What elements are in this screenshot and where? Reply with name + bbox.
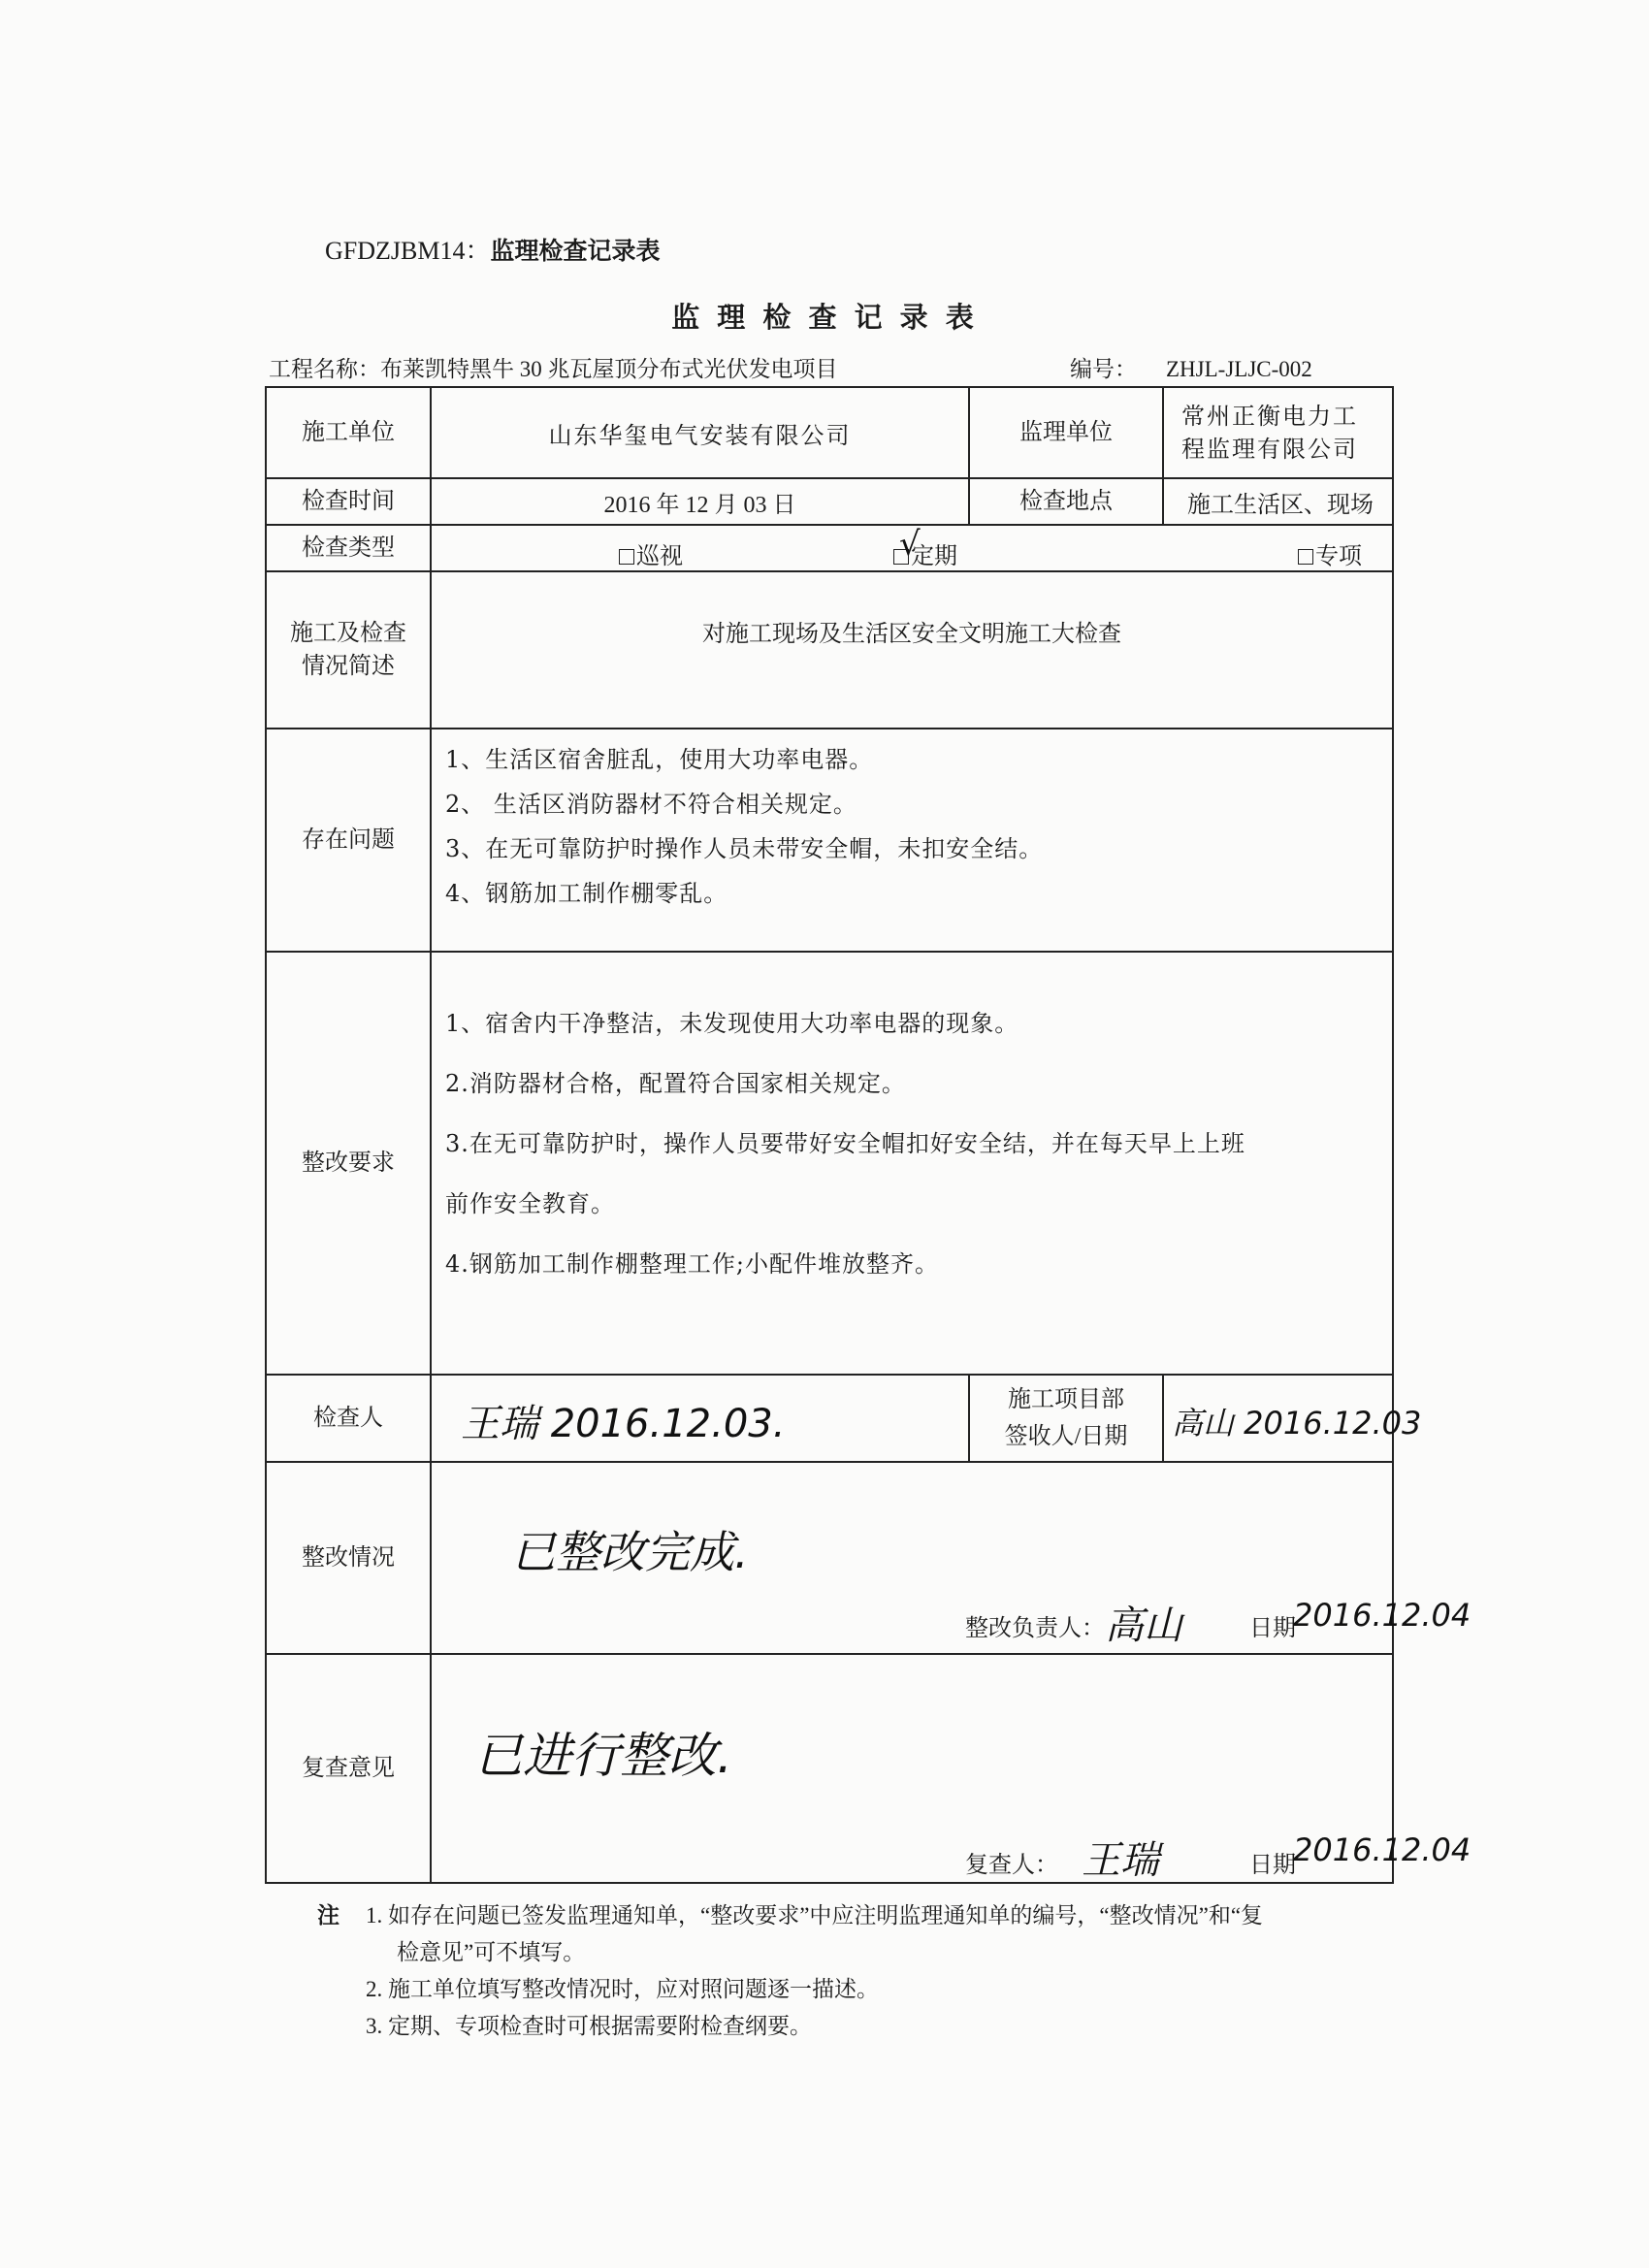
inspection-place-value: 施工生活区、现场 — [1163, 478, 1393, 525]
number-line — [1070, 351, 1312, 383]
notes-section — [317, 1897, 1404, 2045]
supervision-unit-label: 监理单位 — [969, 387, 1163, 478]
number-label: 编号： — [1070, 357, 1137, 381]
type-option-patrol[interactable] — [619, 536, 683, 570]
row-requirements — [266, 952, 1393, 1375]
construction-unit-value: 山东华玺电气安装有限公司 — [431, 387, 969, 478]
problems-list — [431, 729, 1393, 952]
rectification-cell — [431, 1462, 1471, 1654]
checkbox-icon — [619, 549, 634, 565]
requirements-list — [431, 952, 1393, 1375]
reviewer-label: 复查人： — [965, 1853, 1058, 1878]
requirement-item: 4.钢筋加工制作棚整理工作;小配件堆放整齐。 — [445, 1250, 939, 1278]
requirement-item: 2.消防器材合格，配置符合国家相关规定。 — [445, 1070, 906, 1097]
type-option-label: 定期 — [911, 544, 957, 569]
row-type — [266, 525, 1393, 571]
requirement-item: 前作安全教育。 — [445, 1190, 615, 1217]
supervision-unit-value: 常州正衡电力工程监理有限公司 — [1163, 387, 1393, 478]
note-item-continuation: 检意见”可不填写。 — [397, 1940, 586, 1964]
project-label: 工程名称： — [269, 357, 380, 381]
row-review — [266, 1654, 1393, 1883]
problems-label: 存在问题 — [266, 729, 431, 952]
inspection-place-label: 检查地点 — [969, 478, 1163, 525]
review-label: 复查意见 — [266, 1654, 431, 1883]
type-option-special[interactable] — [1298, 536, 1362, 570]
rectification-label: 整改情况 — [266, 1462, 431, 1654]
receiver-label — [969, 1375, 1163, 1462]
summary-value: 对施工现场及生活区安全文明施工大检查 — [431, 571, 1393, 729]
inspection-time-value: 2016 年 12 月 03 日 — [431, 478, 969, 525]
requirements-label: 整改要求 — [266, 952, 431, 1375]
number-value: ZHJL-JLJC-002 — [1166, 357, 1312, 381]
type-option-periodic[interactable] — [893, 525, 957, 570]
note-item: 3. 定期、专项检查时可根据需要附检查纲要。 — [366, 2014, 812, 2038]
type-option-label: 专项 — [1315, 544, 1362, 569]
note-item: 1. 如存在问题已签发监理通知单，“整改要求”中应注明监理通知单的编号，“整改情况”和“复 — [366, 1903, 1264, 1928]
receiver-label-line1: 施工项目部 — [1008, 1387, 1124, 1412]
type-option-label: 巡视 — [636, 544, 683, 569]
form-code-id: GFDZJBM14： — [325, 237, 491, 265]
summary-label: 施工及检查情况简述 — [266, 571, 431, 729]
rect-date-label: 日期 — [1249, 1616, 1296, 1641]
requirement-item: 3.在无可靠防护时，操作人员要带好安全帽扣好安全结，并在每天早上上班 — [445, 1130, 1245, 1157]
problem-item: 3、在无可靠防护时操作人员未带安全帽，未扣安全结。 — [445, 835, 1044, 862]
rect-date: 2016.12.04 — [1293, 1597, 1471, 1634]
review-date: 2016.12.04 — [1293, 1831, 1471, 1868]
row-inspector — [266, 1375, 1393, 1462]
note-item: 2. 施工单位填写整改情况时，应对照问题逐一描述。 — [366, 1977, 879, 2001]
project-line — [269, 351, 838, 383]
inspector-signature: 王瑞 2016.12.03. — [461, 1402, 786, 1446]
problem-item: 1、生活区宿舍脏乱，使用大功率电器。 — [445, 746, 874, 773]
rect-responsible-label: 整改负责人： — [965, 1616, 1105, 1641]
notes-label: 注 — [317, 1903, 340, 1928]
row-summary — [266, 571, 1393, 729]
receiver-signature: 高山 2016.12.03 — [1172, 1405, 1422, 1442]
problem-item: 4、钢筋加工制作棚零乱。 — [445, 880, 728, 907]
checkbox-icon — [1298, 549, 1313, 565]
row-rectification — [266, 1462, 1393, 1654]
review-date-label: 日期 — [1249, 1853, 1296, 1878]
requirement-item: 1、宿舍内干净整洁，未发现使用大功率电器的现象。 — [445, 1010, 1019, 1037]
check-mark-icon: √ — [899, 525, 921, 564]
inspection-time-label: 检查时间 — [266, 478, 431, 525]
reviewer-sign: 王瑞 — [1082, 1838, 1159, 1883]
inspector-signature-cell — [431, 1375, 969, 1462]
inspection-type-label: 检查类型 — [266, 525, 431, 571]
review-cell — [431, 1654, 1471, 1883]
page-title: 监 理 检 查 记 录 表 — [671, 301, 978, 334]
row-time — [266, 478, 1393, 525]
row-units — [266, 387, 1393, 478]
inspection-type-options — [431, 525, 1393, 571]
inspection-record-table — [265, 386, 1471, 1884]
form-code — [325, 231, 661, 267]
review-text: 已进行整改. — [474, 1728, 732, 1784]
rect-responsible-sign: 高山 — [1105, 1604, 1182, 1648]
construction-unit-label: 施工单位 — [266, 387, 431, 478]
receiver-signature-cell — [1163, 1375, 1422, 1462]
project-name: 布莱凯特黑牛 30 兆瓦屋顶分布式光伏发电项目 — [380, 357, 838, 381]
form-code-title: 监理检查记录表 — [490, 237, 661, 265]
row-problems — [266, 729, 1393, 952]
problem-item: 2、 生活区消防器材不符合相关规定。 — [445, 791, 857, 818]
inspector-label: 检查人 — [266, 1375, 431, 1462]
receiver-label-line2: 签收人/日期 — [1004, 1424, 1128, 1449]
rectification-text: 已整改完成. — [511, 1526, 749, 1578]
